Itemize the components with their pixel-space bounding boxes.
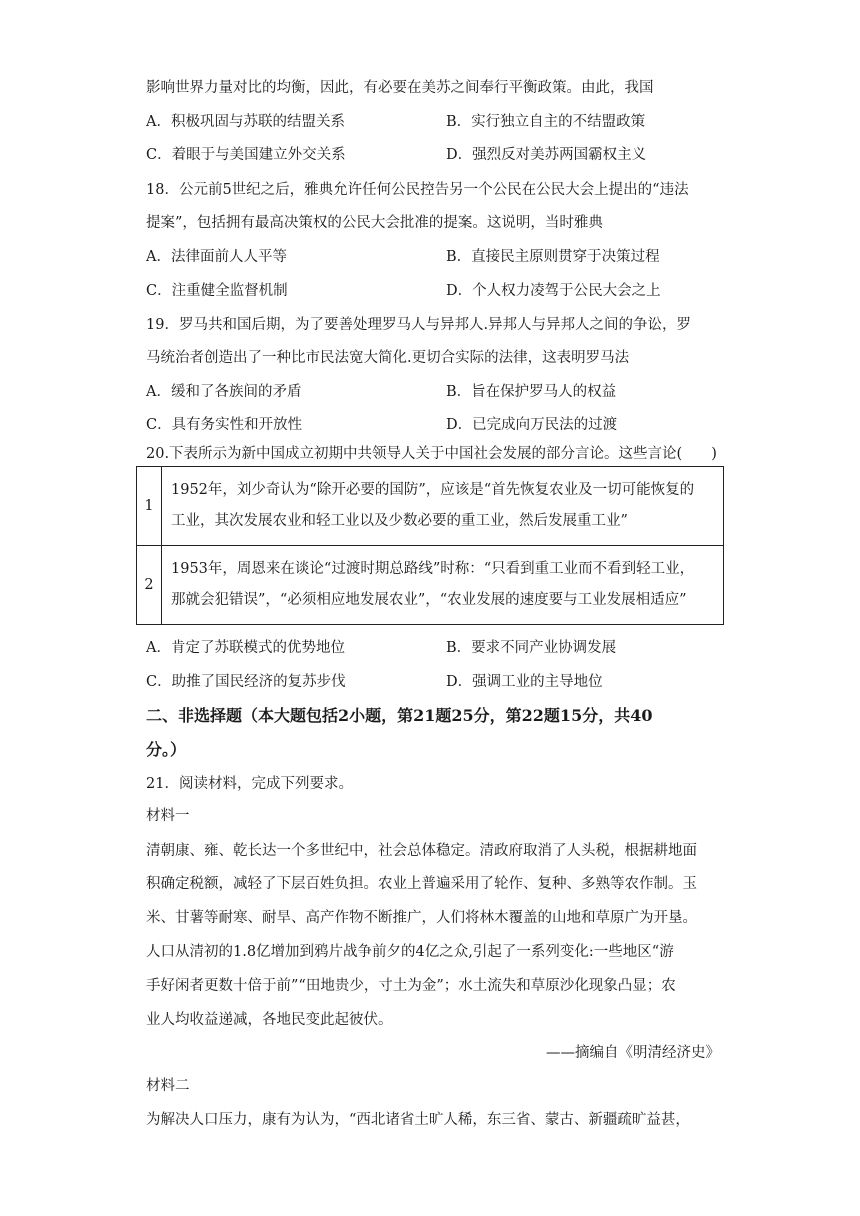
q19-option-d: D．已完成向万民法的过渡 (446, 417, 618, 433)
material1-label: 材料一 (146, 808, 190, 824)
table-row-line: 1953年，周恩来在谈论“过渡时期总路线”时称：“只看到重工业而不看到轻工业， (171, 561, 695, 577)
table-row-text (162, 546, 724, 625)
q20-option-a: A．肯定了苏联模式的优势地位 (146, 640, 345, 656)
material1-line: 积确定税额，减轻了下层百姓负担。农业上普遍采用了轮作、复种、多熟等农作制。玉 (146, 876, 697, 892)
q20-option-d: D．强调工业的主导地位 (446, 674, 603, 690)
q19-option-a: A．缓和了各族间的矛盾 (146, 384, 302, 400)
q20-quote-table (136, 466, 724, 625)
q18-stem-line1: 18．公元前5世纪之后，雅典允许任何公民控告另一个公民在公民大会上提出的“违法 (146, 182, 689, 198)
table-row-index: 2 (137, 546, 162, 625)
table-row-line: 那就会犯错误”，“必须相应地发展农业”，“农业发展的速度要与工业发展相适应” (171, 592, 687, 608)
table-row (137, 467, 724, 546)
material1-line: 人口从清初的1.8亿增加到鸦片战争前夕的4亿之众,引起了一系列变化:一些地区“游 (146, 944, 674, 960)
q21-stem: 21．阅读材料，完成下列要求。 (146, 776, 353, 792)
material1-line: 清朝康、雍、乾长达一个多世纪中，社会总体稳定。清政府取消了人头税，根据耕地面 (146, 843, 697, 859)
section-heading-line2: 分。） (146, 740, 187, 759)
table-row-line: 工业，其次发展农业和轻工业以及少数必要的重工业，然后发展重工业” (171, 513, 628, 529)
table-row (137, 546, 724, 625)
material1-line: 米、甘薯等耐寒、耐旱、高产作物不断推广，人们将林木覆盖的山地和草原广为开垦。 (146, 910, 697, 926)
material1-line: 手好闲者更数十倍于前”“田地贵少，寸土为金”；水土流失和草原沙化现象凸显；农 (146, 978, 676, 994)
q20-stem: 20.下表所示为新中国成立初期中共领导人关于中国社会发展的部分言论。这些言论( ) (146, 446, 717, 462)
q20-option-c: C．助推了国民经济的复苏步伐 (146, 674, 346, 690)
material1-source: ——摘编自《明清经济史》 (546, 1045, 720, 1061)
q19-option-c: C．具有务实性和开放性 (146, 417, 303, 433)
table-row-line: 1952年，刘少奇认为“除开必要的国防”，应该是“首先恢复农业及一切可能恢复的 (171, 482, 695, 498)
q17-option-c: C．着眼于与美国建立外交关系 (146, 147, 346, 163)
q18-option-a: A．法律面前人人平等 (146, 249, 287, 265)
q19-stem-line1: 19．罗马共和国后期，为了要善处理罗马人与异邦人.异邦人与异邦人之间的争讼，罗 (146, 317, 692, 333)
q20-option-b: B．要求不同产业协调发展 (446, 640, 617, 656)
table-row-text (162, 467, 724, 546)
q18-option-c: C．注重健全监督机制 (146, 283, 288, 299)
q17-stem: 影响世界力量对比的均衡，因此，有必要在美苏之间奉行平衡政策。由此，我国 (146, 80, 654, 96)
q18-option-d: D．个人权力凌驾于公民大会之上 (446, 283, 661, 299)
material1-line: 业人均收益递减，各地民变此起彼伏。 (146, 1012, 393, 1028)
q18-option-b: B．直接民主原则贯穿于决策过程 (446, 249, 660, 265)
q17-option-b: B．实行独立自主的不结盟政策 (446, 114, 646, 130)
q19-stem-line2: 马统治者创造出了一种比市民法宽大简化.更切合实际的法律，这表明罗马法 (146, 350, 630, 366)
q19-option-b: B．旨在保护罗马人的权益 (446, 384, 617, 400)
q17-option-d: D．强烈反对美苏两国霸权主义 (446, 147, 647, 163)
material2-label: 材料二 (146, 1078, 190, 1094)
q17-option-a: A．积极巩固与苏联的结盟关系 (146, 114, 345, 130)
q18-stem-line2: 提案”，包括拥有最高决策权的公民大会批准的提案。这说明，当时雅典 (146, 215, 603, 231)
section-heading-line1: 二、非选择题（本大题包括2小题，第21题25分，第22题15分，共40 (146, 706, 653, 725)
material2-line: 为解决人口压力，康有为认为，“西北诸省土旷人稀，东三省、蒙古、新疆疏旷益甚， (146, 1112, 690, 1128)
table-row-index: 1 (137, 467, 162, 546)
